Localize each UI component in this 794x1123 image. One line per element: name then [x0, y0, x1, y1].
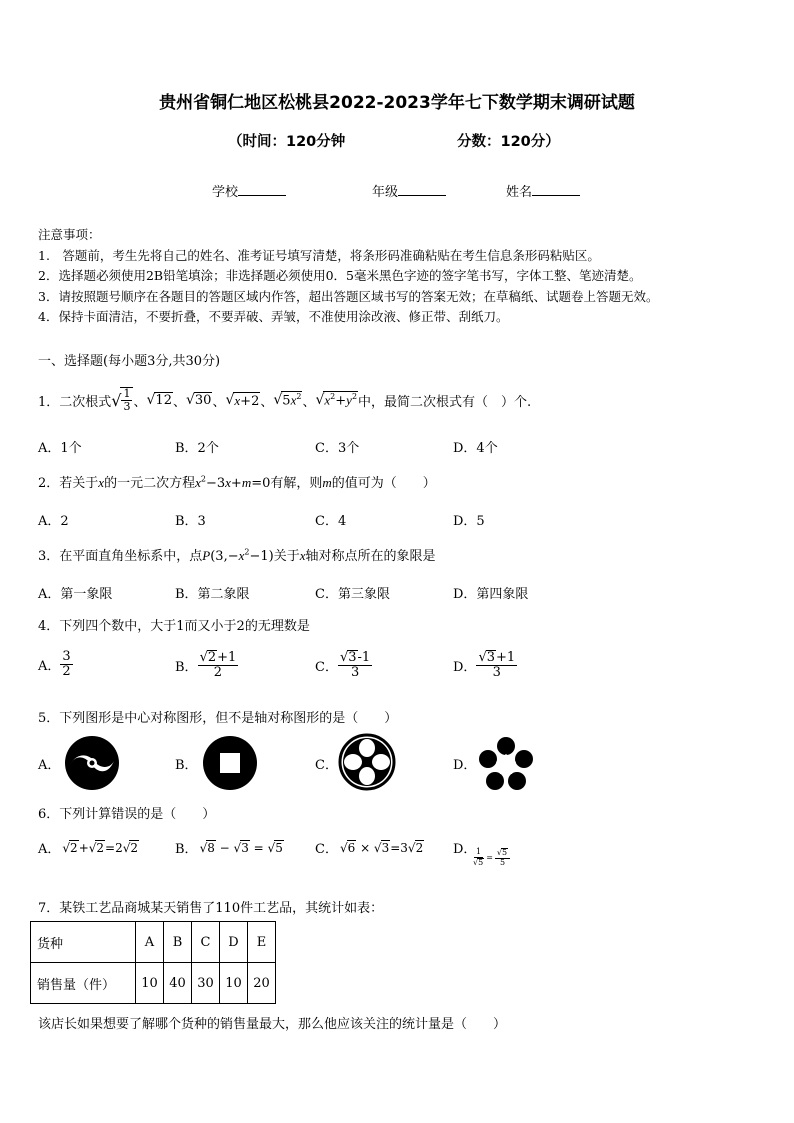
table-cell: 40	[164, 963, 192, 1004]
exam-score: 分数：120分）	[457, 134, 560, 150]
table-header-cell: B	[164, 922, 192, 963]
option-c[interactable]: C． $\frac{√3-1}{3}$	[315, 650, 371, 681]
question-6: 6．下列计算错误的是（ ）	[38, 807, 216, 822]
table-cell: 20	[248, 963, 276, 1004]
table-header-cell: C	[192, 922, 220, 963]
option-b[interactable]: B．第二象限	[175, 587, 250, 602]
option-a[interactable]: A．2	[38, 514, 69, 529]
option-a[interactable]: A．第一象限	[38, 587, 113, 602]
option-a[interactable]: A． √2+√2=2√2	[38, 841, 139, 857]
exam-time: （时间：120分钟	[228, 134, 346, 150]
note-item: 2．选择题必须使用2B铅笔填涂；非选择题必须使用0．5毫米黑色字迹的签字笔书写，字体工整、笔迹清楚。	[38, 268, 642, 283]
option-b[interactable]: B．3	[175, 514, 206, 529]
square-hole-coin-figure	[202, 735, 258, 791]
option-b[interactable]: B． $\frac{√2+1}{2}$	[175, 650, 237, 681]
question-2: 2．若关于x的一元二次方程$x^2-3x+m=0$有解，则m的值可为（ ）	[38, 474, 436, 491]
spiral-symbol-figure	[64, 735, 120, 791]
note-item: 1. 答题前，考生先将自己的姓名、准考证号填写清楚，将条形码准确粘贴在考生信息条形码粘贴区。	[38, 248, 600, 263]
table-header-cell: A	[136, 922, 164, 963]
four-petal-circle-figure	[338, 733, 396, 791]
table-header-cell: D	[220, 922, 248, 963]
table-cell: 30	[192, 963, 220, 1004]
pentagon-flower-figure	[478, 737, 534, 791]
option-b[interactable]: B． √8 − √3 = √5	[175, 841, 283, 857]
question-4: 4．下列四个数中，大于1而又小于2的无理数是	[38, 619, 310, 634]
question-5: 5．下列图形是中心对称图形，但不是轴对称图形的是（ ）	[38, 711, 398, 726]
option-b-label[interactable]: B．	[175, 758, 198, 773]
option-c[interactable]: C．第三象限	[315, 587, 390, 602]
option-b[interactable]: B．2个	[175, 441, 219, 456]
question-3: 3．在平面直角坐标系中，点$P(3,-x^2-1)$关于x轴对称点所在的象限是	[38, 547, 436, 564]
option-a[interactable]: A． $\frac{3}{2}$	[38, 649, 71, 680]
question-1: 1．二次根式 √ $\frac{1}{3}$ 、 √ 12 、 √ 30 、 √ x+2 、 √ $5x^2$ 、 √ $x^2+y^2$ 中，最简二次根式有（ ）个.	[38, 386, 532, 413]
option-a-label[interactable]: A．	[38, 758, 61, 773]
option-d[interactable]: D．第四象限	[453, 587, 529, 602]
option-a[interactable]: A．1个	[38, 441, 82, 456]
exam-title: 贵州省铜仁地区松桃县2022-2023学年七下数学期末调研试题	[159, 93, 635, 113]
option-d-label[interactable]: D．	[453, 758, 477, 773]
option-c[interactable]: C．3个	[315, 441, 360, 456]
option-c-label[interactable]: C．	[315, 758, 338, 773]
notes-heading: 注意事项：	[38, 227, 101, 242]
table-cell: 10	[136, 963, 164, 1004]
name-field[interactable]: 姓名	[506, 181, 580, 200]
table-header-cell: 货种	[31, 922, 136, 963]
question-7: 7．某铁工艺品商城某天销售了110件工艺品，其统计如表：	[38, 901, 384, 916]
option-d[interactable]: D． $\frac{1}{√5}$ = $\frac{√5}{5}$	[453, 838, 476, 857]
note-item: 4．保持卡面清洁，不要折叠，不要弄破、弄皱，不准使用涂改液、修正带、刮纸刀。	[38, 309, 509, 324]
school-field[interactable]: 学校	[212, 181, 286, 200]
option-c[interactable]: C． √6 × √3=3√2	[315, 841, 424, 857]
option-d[interactable]: D．5	[453, 514, 485, 529]
option-d[interactable]: D．4个	[453, 441, 498, 456]
math-radical-list: √ $\frac{1}{3}$ 、 √ 12 、 √ 30 、 √ x+2 、 √ $5x^2$ 、 √ $x^2+y^2$	[111, 386, 358, 413]
note-item: 3．请按照题号顺序在各题目的答题区域内作答，超出答题区域书写的答案无效；在草稿纸、试题卷上答题无效。	[38, 289, 659, 304]
table-cell: 销售量（件）	[31, 963, 136, 1004]
option-c[interactable]: C．4	[315, 514, 347, 529]
section-heading: 一、选择题(每小题3分,共30分)	[38, 354, 221, 369]
sales-table	[30, 921, 276, 1004]
table-header-cell: E	[248, 922, 276, 963]
grade-field[interactable]: 年级	[372, 181, 446, 200]
question-7-followup: 该店长如果想要了解哪个货种的销售量最大，那么他应该关注的统计量是（ ）	[38, 1017, 507, 1032]
table-row	[31, 922, 276, 963]
option-d[interactable]: D． $\frac{√3+1}{3}$	[453, 650, 516, 681]
table-row	[31, 963, 276, 1004]
table-cell: 10	[220, 963, 248, 1004]
